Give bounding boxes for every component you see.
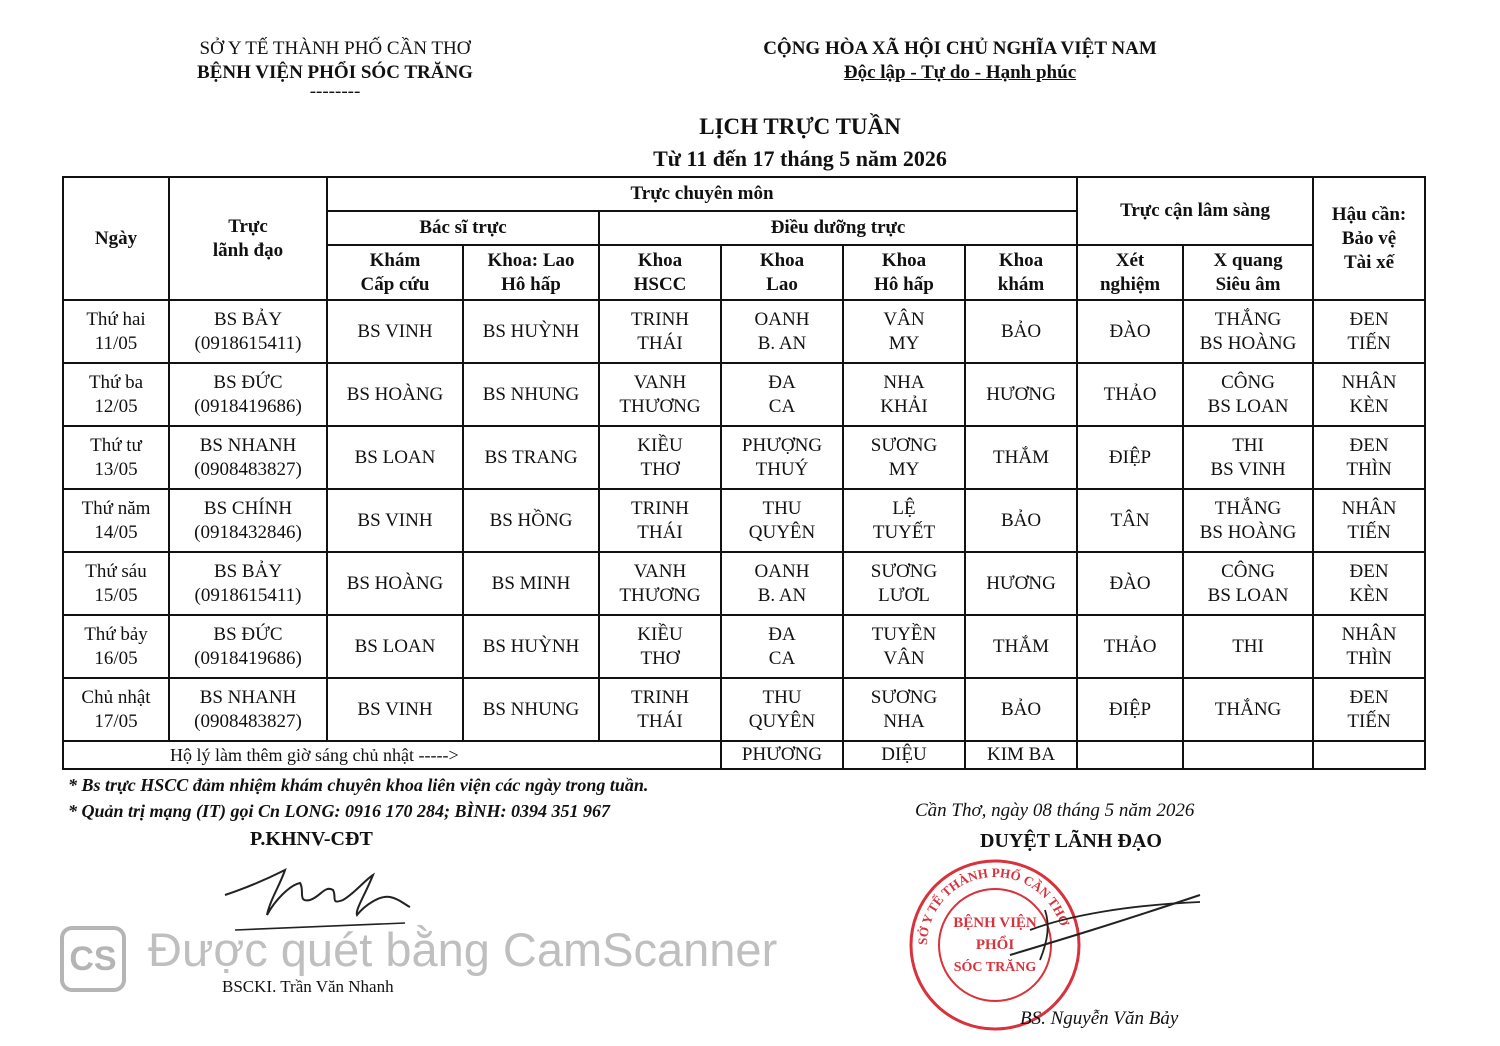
header-bac-si: Bác sĩ trực bbox=[327, 211, 599, 245]
extra-label: Hộ lý làm thêm giờ sáng chủ nhật -----> bbox=[63, 741, 721, 769]
cell-bs-cap-cuu: BS LOAN bbox=[327, 426, 463, 489]
cell-lao: OANH B. AN bbox=[721, 552, 843, 615]
subheader-khoa-kham: Khoa khám bbox=[965, 245, 1077, 300]
cell-x-quang: CÔNG BS LOAN bbox=[1183, 363, 1313, 426]
cell-bs-cap-cuu: BS VINH bbox=[327, 300, 463, 363]
cell-x-quang: THẮNG BS HOÀNG bbox=[1183, 300, 1313, 363]
header-ngay: Ngày bbox=[63, 177, 169, 300]
cell-xet-nghiem: ĐIỆP bbox=[1077, 426, 1183, 489]
cell-day: Thứ năm 14/05 bbox=[63, 489, 169, 552]
camscanner-logo: CS bbox=[60, 926, 126, 992]
cell-bs-cap-cuu: BS VINH bbox=[327, 678, 463, 741]
cell-lao: THU QUYÊN bbox=[721, 678, 843, 741]
cell-ho-hap: LỆ TUYẾT bbox=[843, 489, 965, 552]
hospital-name: BỆNH VIỆN PHỔI SÓC TRĂNG bbox=[197, 62, 473, 83]
extra-lao: DIỆU bbox=[843, 741, 965, 769]
stamp-center-line2: PHỔI bbox=[975, 937, 1015, 953]
header-hau-can bbox=[1313, 177, 1425, 300]
cell-bs-lao: BS HUỲNH bbox=[463, 300, 599, 363]
cell-lao: ĐA CA bbox=[721, 615, 843, 678]
cell-kham: HƯƠNG bbox=[965, 552, 1077, 615]
cell-x-quang: CÔNG BS LOAN bbox=[1183, 552, 1313, 615]
department-title: P.KHNV-CĐT bbox=[250, 828, 373, 850]
cell-xet-nghiem: ĐÀO bbox=[1077, 300, 1183, 363]
country-name: CỘNG HÒA XÃ HỘI CHỦ NGHĨA VIỆT NAM bbox=[763, 38, 1157, 59]
cell-hscc: TRINH THÁI bbox=[599, 678, 721, 741]
cell-hscc: TRINH THÁI bbox=[599, 489, 721, 552]
header-hau-can-line3: Tài xế bbox=[1343, 251, 1395, 273]
cell-hau-can: NHÂN KÈN bbox=[1313, 363, 1425, 426]
cell-bs-cap-cuu: BS VINH bbox=[327, 489, 463, 552]
cell-lao: ĐA CA bbox=[721, 363, 843, 426]
cell-lao: PHƯỢNG THUÝ bbox=[721, 426, 843, 489]
cell-lao: THU QUYÊN bbox=[721, 489, 843, 552]
cell-bs-lao: BS MINH bbox=[463, 552, 599, 615]
cell-leader: BS ĐỨC (0918419686) bbox=[169, 363, 327, 426]
stamp-center-line3: SÓC TRĂNG bbox=[953, 960, 1037, 975]
cell-bs-lao: BS NHUNG bbox=[463, 678, 599, 741]
cell-x-quang: THI BS VINH bbox=[1183, 426, 1313, 489]
cell-leader: BS NHANH (0908483827) bbox=[169, 426, 327, 489]
cell-x-quang: THẮNG BS HOÀNG bbox=[1183, 489, 1313, 552]
extra-hscc: PHƯƠNG bbox=[721, 741, 843, 769]
place-date: Cần Thơ, ngày 08 tháng 5 năm 2026 bbox=[915, 800, 1195, 821]
header-lanh-dao bbox=[169, 177, 327, 300]
agency-header bbox=[130, 37, 540, 102]
cell-xet-nghiem: THẢO bbox=[1077, 615, 1183, 678]
cell-leader: BS ĐỨC (0918419686) bbox=[169, 615, 327, 678]
table-row bbox=[63, 615, 1425, 678]
cell-ho-hap: SƯƠNG NHA bbox=[843, 678, 965, 741]
cell-hau-can: NHÂN THÌN bbox=[1313, 615, 1425, 678]
cell-leader: BS CHÍNH (0918432846) bbox=[169, 489, 327, 552]
subheader-khoa-hscc: Khoa HSCC bbox=[599, 245, 721, 300]
header-divider: -------- bbox=[309, 81, 361, 102]
table-row bbox=[63, 489, 1425, 552]
page-title: LỊCH TRỰC TUẦN bbox=[699, 114, 901, 139]
cell-x-quang: THI bbox=[1183, 615, 1313, 678]
table-row bbox=[63, 300, 1425, 363]
cell-kham: THẮM bbox=[965, 615, 1077, 678]
header-dieu-duong: Điều dưỡng trực bbox=[599, 211, 1077, 245]
header-hau-can-line1: Hậu cần: bbox=[1331, 203, 1407, 225]
page-subtitle: Từ 11 đến 17 tháng 5 năm 2026 bbox=[653, 146, 947, 171]
cell-bs-lao: BS HỒNG bbox=[463, 489, 599, 552]
cell-hscc: VANH THƯƠNG bbox=[599, 552, 721, 615]
cell-hau-can: NHÂN TIẾN bbox=[1313, 489, 1425, 552]
cell-bs-cap-cuu: BS HOÀNG bbox=[327, 552, 463, 615]
cell-bs-cap-cuu: BS HOÀNG bbox=[327, 363, 463, 426]
subheader-kham-cap-cuu: Khám Cấp cứu bbox=[327, 245, 463, 300]
table-row bbox=[63, 363, 1425, 426]
subheader-x-quang: X quang Siêu âm bbox=[1183, 245, 1313, 300]
cell-hau-can: ĐEN KÈN bbox=[1313, 552, 1425, 615]
cell-hau-can: ĐEN TIẾN bbox=[1313, 678, 1425, 741]
cell-ho-hap: VÂN MY bbox=[843, 300, 965, 363]
cell-xet-nghiem: TÂN bbox=[1077, 489, 1183, 552]
subheader-khoa-ho-hap: Khoa Hô hấp bbox=[843, 245, 965, 300]
note-it: * Quản trị mạng (IT) gọi Cn LONG: 0916 170 284; BÌNH: 0394 351 967 bbox=[68, 801, 611, 821]
header-lanh-dao-line1: Trực bbox=[228, 215, 268, 237]
extra-empty bbox=[1313, 741, 1425, 769]
table-row bbox=[63, 678, 1425, 741]
cell-leader: BS NHANH (0908483827) bbox=[169, 678, 327, 741]
table-row bbox=[63, 552, 1425, 615]
national-header bbox=[690, 37, 1230, 85]
cell-kham: BẢO bbox=[965, 489, 1077, 552]
cell-bs-lao: BS HUỲNH bbox=[463, 615, 599, 678]
extra-hohap: KIM BA bbox=[965, 741, 1077, 769]
cell-bs-lao: BS NHUNG bbox=[463, 363, 599, 426]
cell-hscc: VANH THƯƠNG bbox=[599, 363, 721, 426]
camscanner-watermark: Được quét bằng CamScanner bbox=[148, 923, 778, 976]
header-chuyen-mon: Trực chuyên môn bbox=[327, 177, 1077, 211]
cell-x-quang: THẮNG bbox=[1183, 678, 1313, 741]
cell-ho-hap: SƯƠNG LƯƠL bbox=[843, 552, 965, 615]
stamp-ring-text: SỞ Y TẾ THÀNH PHỐ CẦN THƠ bbox=[914, 864, 1073, 946]
cell-hscc: TRINH THÁI bbox=[599, 300, 721, 363]
duty-schedule-table bbox=[62, 176, 1426, 770]
cell-leader: BS BẢY (0918615411) bbox=[169, 300, 327, 363]
signer-left: BSCKI. Trần Văn Nhanh bbox=[222, 977, 394, 996]
extra-empty bbox=[1183, 741, 1313, 769]
cell-hscc: KIỀU THƠ bbox=[599, 426, 721, 489]
cell-leader: BS BẢY (0918615411) bbox=[169, 552, 327, 615]
cell-day: Thứ sáu 15/05 bbox=[63, 552, 169, 615]
cell-kham: HƯƠNG bbox=[965, 363, 1077, 426]
cell-hau-can: ĐEN THÌN bbox=[1313, 426, 1425, 489]
cell-kham: BẢO bbox=[965, 678, 1077, 741]
header-can-lam-sang: Trực cận lâm sàng bbox=[1077, 177, 1313, 245]
cell-kham: BẢO bbox=[965, 300, 1077, 363]
country-motto: Độc lập - Tự do - Hạnh phúc bbox=[843, 62, 1077, 83]
note-hscc: * Bs trực HSCC đảm nhiệm khám chuyên khoa liên viện các ngày trong tuần. bbox=[68, 775, 649, 795]
cell-ho-hap: TUYỀN VÂN bbox=[843, 615, 965, 678]
approval-title: DUYỆT LÃNH ĐẠO bbox=[980, 830, 1162, 852]
stamp-center-line1: BỆNH VIỆN bbox=[953, 915, 1037, 931]
cell-xet-nghiem: ĐÀO bbox=[1077, 552, 1183, 615]
cell-xet-nghiem: ĐIỆP bbox=[1077, 678, 1183, 741]
cell-hau-can: ĐEN TIẾN bbox=[1313, 300, 1425, 363]
subheader-khoa-lao-ho-hap: Khoa: Lao Hô hấp bbox=[463, 245, 599, 300]
cell-ho-hap: SƯƠNG MY bbox=[843, 426, 965, 489]
signer-right: BS. Nguyễn Văn Bảy bbox=[1020, 1008, 1179, 1029]
cell-lao: OANH B. AN bbox=[721, 300, 843, 363]
header-hau-can-line2: Bảo vệ bbox=[1341, 227, 1397, 249]
cell-day: Chủ nhật 17/05 bbox=[63, 678, 169, 741]
agency-name: SỞ Y TẾ THÀNH PHỐ CẦN THƠ bbox=[199, 38, 471, 59]
cell-bs-cap-cuu: BS LOAN bbox=[327, 615, 463, 678]
header-lanh-dao-line2: lãnh đạo bbox=[212, 239, 284, 261]
cell-hscc: KIỀU THƠ bbox=[599, 615, 721, 678]
cell-kham: THẮM bbox=[965, 426, 1077, 489]
extra-empty bbox=[1077, 741, 1183, 769]
subheader-khoa-lao: Khoa Lao bbox=[721, 245, 843, 300]
subheader-xet-nghiem: Xét nghiệm bbox=[1077, 245, 1183, 300]
table-row bbox=[63, 426, 1425, 489]
cell-ho-hap: NHA KHẢI bbox=[843, 363, 965, 426]
cell-day: Thứ bảy 16/05 bbox=[63, 615, 169, 678]
cell-xet-nghiem: THẢO bbox=[1077, 363, 1183, 426]
cell-day: Thứ hai 11/05 bbox=[63, 300, 169, 363]
cell-day: Thứ tư 13/05 bbox=[63, 426, 169, 489]
cell-day: Thứ ba 12/05 bbox=[63, 363, 169, 426]
signature-right bbox=[1000, 870, 1220, 980]
cell-bs-lao: BS TRANG bbox=[463, 426, 599, 489]
